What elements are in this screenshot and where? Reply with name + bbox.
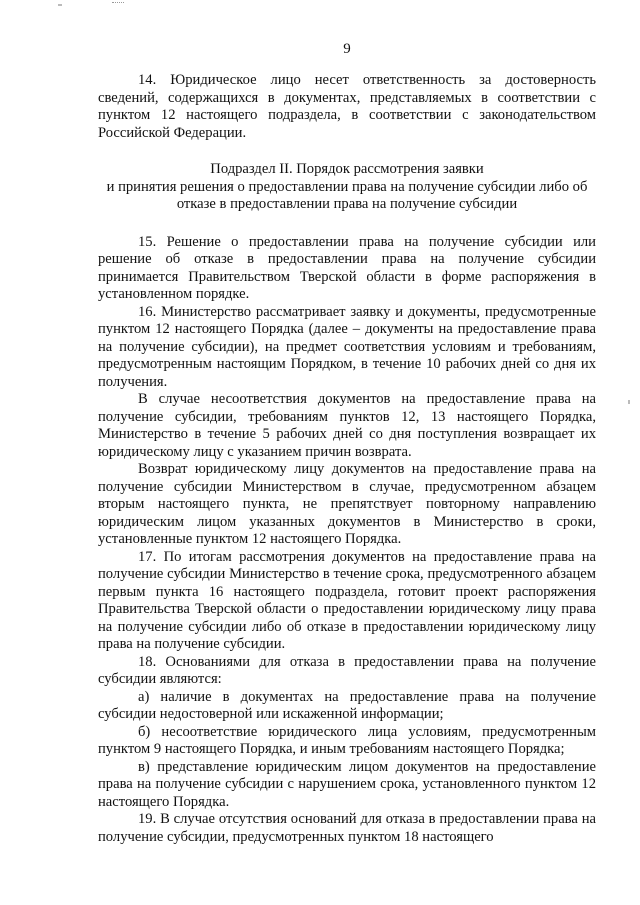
paragraph-16-part-2: В случае несоответствия документов на предоставление права на получение субсидии, требованиям пунктов 12, 13 настоящего Порядка, Министерство в течение 5 рабочих дней со дня поступления возвращает их юридическому лицу с указанием причин возврата. — [98, 391, 596, 460]
scan-artifact — [112, 2, 124, 6]
section-heading-line-1: Подраздел II. Порядок рассмотрения заявки — [210, 161, 484, 177]
paragraph-15: 15. Решение о предоставлении права на получение субсидии или решение об отказе в предоставлении права на получение субсидии принимается Правительством Тверской области в форме распоряжения в установленном порядке. — [98, 233, 596, 302]
paragraph-19: 19. В случае отсутствия оснований для отказа в предоставлении права на получение субсидии, предусмотренных пунктом 18 настоящего — [98, 811, 596, 845]
paragraph-18-c: в) представление юридическим лицом документов на предоставление права на получение субсидии с нарушением срока, установленного пунктом 12 настоящего Порядка. — [98, 758, 596, 810]
paragraph-14: 14. Юридическое лицо несет ответственность за достоверность сведений, содержащихся в документах, представляемых в соответствии с пунктом 12 настоящего подраздела, в соответствии с законодательством Российской Федерации. — [98, 72, 596, 141]
section-heading-line-2: и принятия решения о предоставлении права на получение субсидии либо об отказе в предоставлении права на получение субсидии — [106, 178, 588, 212]
scan-artifact — [58, 4, 62, 6]
paragraph-16-part-3: Возврат юридическому лицу документов на предоставление права на получение субсидии Министерством в случае, предусмотренном абзацем вторым настоящего пункта, не препятствует повторному направлению юридическим лицом указанных документов в Министерство в сроки, установленные пунктом 12 настоящего Порядка. — [98, 461, 596, 547]
paragraph-16: 16. Министерство рассматривает заявку и документы, предусмотренные пунктом 12 настоящего Порядка (далее – документы на предоставление права на получение субсидии), на предмет соответствия условиям и требованиям, предусмотренным настоящим Порядком, в течение 10 рабочих дней со дня их получения. — [98, 303, 596, 390]
page-number: 9 — [343, 41, 351, 57]
section-heading — [98, 161, 596, 214]
paragraph-17: 17. По итогам рассмотрения документов на предоставление права на получение субсидии Министерство в течение срока, предусмотренного абзацем первым пункта 16 настоящего подраздела, готовит проект распоряжения Правительства Тверской области о предоставлении юридическому лицу права на получение субсидии либо об отказе в предоставлении юридическому лицу права на получение субсидии. — [98, 548, 596, 652]
paragraph-18-b: б) несоответствие юридического лица условиям, предусмотренным пунктом 9 настоящего Порядка, и иным требованиям настоящего Порядка; — [98, 723, 596, 757]
paragraph-18-a: а) наличие в документах на предоставление права на получение субсидии недостоверной или искаженной информации; — [98, 688, 596, 722]
scan-artifact — [628, 400, 630, 404]
paragraph-18: 18. Основаниями для отказа в предоставлении права на получение субсидии являются: — [98, 653, 596, 687]
